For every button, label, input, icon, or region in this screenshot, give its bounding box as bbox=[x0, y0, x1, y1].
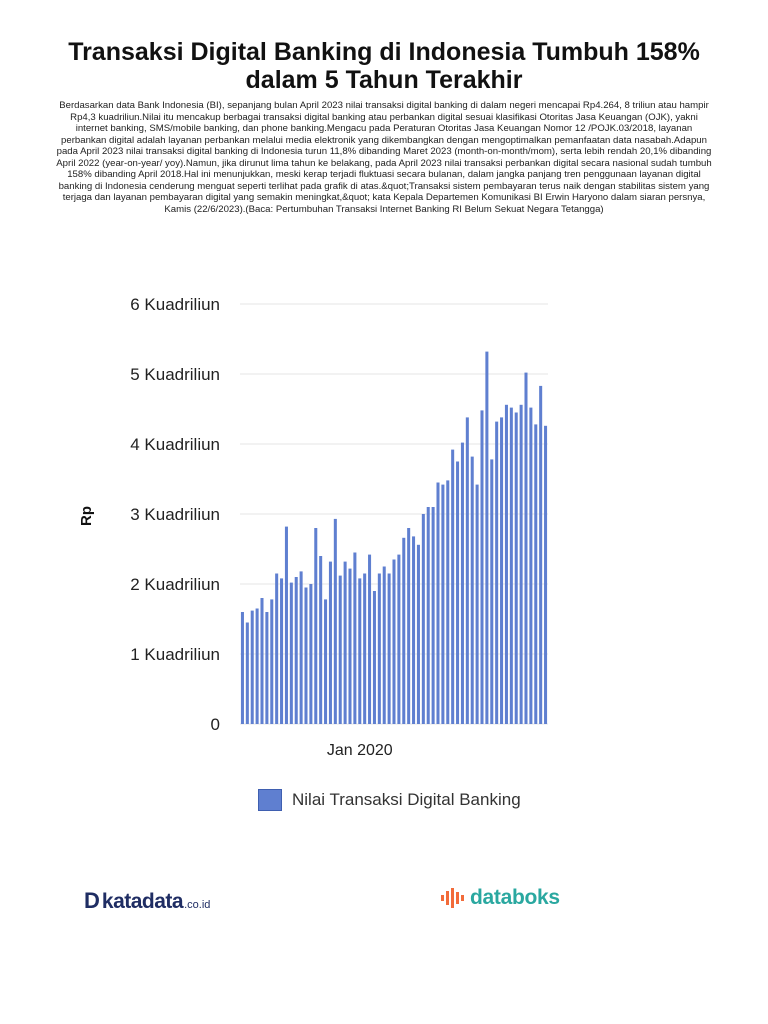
bar bbox=[358, 578, 361, 724]
bar bbox=[348, 569, 351, 724]
bar bbox=[417, 545, 420, 724]
bar bbox=[339, 576, 342, 724]
bars bbox=[241, 352, 547, 724]
bar bbox=[314, 528, 317, 724]
bar bbox=[383, 567, 386, 725]
bar bbox=[251, 611, 254, 724]
bar bbox=[515, 413, 518, 725]
bar bbox=[285, 527, 288, 724]
x-axis-ticks bbox=[327, 742, 393, 759]
katadata-mark-icon: D bbox=[84, 888, 100, 913]
bar bbox=[275, 574, 278, 725]
y-tick-label: 3 Kuadriliun bbox=[130, 505, 220, 524]
bar bbox=[334, 519, 337, 724]
bar bbox=[490, 459, 493, 724]
bar bbox=[270, 599, 273, 724]
bar bbox=[441, 485, 444, 724]
bar bbox=[324, 599, 327, 724]
bar bbox=[290, 583, 293, 724]
bar bbox=[280, 578, 283, 724]
bar bbox=[451, 450, 454, 724]
bar bbox=[510, 408, 513, 724]
bar bbox=[402, 538, 405, 724]
bar bbox=[397, 555, 400, 724]
bar bbox=[256, 609, 259, 725]
bar bbox=[412, 536, 415, 724]
bar bbox=[295, 577, 298, 724]
chart-legend bbox=[258, 788, 521, 812]
bar-chart bbox=[0, 280, 768, 780]
bar bbox=[539, 386, 542, 724]
bar bbox=[241, 612, 244, 724]
bar bbox=[344, 562, 347, 724]
legend-label: Nilai Transaksi Digital Banking bbox=[292, 790, 521, 809]
bar bbox=[373, 591, 376, 724]
bar bbox=[432, 507, 435, 724]
bar bbox=[520, 405, 523, 724]
databoks-name: databoks bbox=[470, 886, 560, 909]
bar bbox=[529, 408, 532, 724]
bar bbox=[300, 571, 303, 724]
bar bbox=[500, 417, 503, 724]
bar bbox=[407, 528, 410, 724]
bar bbox=[446, 480, 449, 724]
y-axis-label: Rp bbox=[78, 506, 95, 526]
bar bbox=[392, 560, 395, 725]
bar bbox=[319, 556, 322, 724]
page-title: Transaksi Digital Banking di Indonesia Tumbuh 158% dalam 5 Tahun Terakhir bbox=[68, 38, 700, 94]
bar bbox=[524, 373, 527, 724]
bar bbox=[544, 426, 547, 724]
bar bbox=[485, 352, 488, 724]
databoks-bars-icon bbox=[440, 887, 466, 909]
bar bbox=[456, 462, 459, 725]
bar bbox=[461, 443, 464, 724]
bar bbox=[505, 405, 508, 724]
bar bbox=[471, 457, 474, 724]
bar bbox=[304, 588, 307, 725]
bar bbox=[363, 574, 366, 725]
bar bbox=[466, 417, 469, 724]
y-tick-label: 5 Kuadriliun bbox=[130, 365, 220, 384]
y-tick-label: 2 Kuadriliun bbox=[130, 575, 220, 594]
bar bbox=[246, 623, 249, 725]
bar bbox=[260, 598, 263, 724]
katadata-logo bbox=[84, 888, 210, 914]
article-description: Berdasarkan data Bank Indonesia (BI), sepanjang bulan April 2023 nilai transaksi digital banking di dalam negeri mencapai Rp4.264, 8 triliun atau hampir Rp4,3 kuadriliun.Nilai itu mencakup berbagai transaksi digital banking atau perbankan digital sesuai klasifikasi Otoritas Jasa Keuangan (OJK), yakni internet banking, SMS/mobile banking, dan phone banking.Mengacu pada Peraturan Otoritas Jasa Keuangan Nomor 12 /POJK.03/2018, layanan perbankan digital adalah layanan perbankan melalui media elektronik yang dikembangkan dengan mengoptimalkan pemanfaatan data nasabah.Adapun pada April 2023 nilai transaksi digital banking di Indonesia turun 11,8% dibanding Maret 2023 (month-on-month/mom), serta lebih rendah 20,1% dibanding April 2022 (year-on-year/ yoy).Namun, jika dirunut lima tahun ke belakang, pada April 2023 nilai transaksi perbankan digital secara nasional sudah tumbuh 158% dibanding April 2018.Hal ini menunjukkan, meski kerap terjadi fluktuasi secara bulanan, dalam jangka panjang tren penggunaan layanan digital banking di Indonesia cenderung menguat seperti terlihat pada grafik di atas.&quot;Transaksi sistem pembayaran terus naik dengan stabilitas sistem yang terjaga dan layanan pembayaran digital yang semakin meningkat,&quot; kata Kepala Departemen Komunikasi BI Erwin Haryono dalam siaran persnya, Kamis (22/6/2023).(Baca: Pertumbuhan Transaksi Internet Banking RI Belum Sekuat Negara Tetangga) bbox=[56, 100, 712, 215]
bar bbox=[495, 422, 498, 724]
y-tick-label: 1 Kuadriliun bbox=[130, 645, 220, 664]
bar bbox=[378, 574, 381, 725]
bar bbox=[534, 424, 537, 724]
bar bbox=[422, 514, 425, 724]
bar bbox=[427, 507, 430, 724]
bar bbox=[480, 410, 483, 724]
bar bbox=[368, 555, 371, 724]
bar bbox=[476, 485, 479, 724]
y-tick-label: 6 Kuadriliun bbox=[130, 295, 220, 314]
bar bbox=[329, 562, 332, 724]
bar bbox=[309, 584, 312, 724]
databoks-logo bbox=[440, 886, 560, 910]
legend-swatch bbox=[258, 789, 282, 811]
katadata-suffix: .co.id bbox=[184, 899, 211, 911]
y-tick-label: 4 Kuadriliun bbox=[130, 435, 220, 454]
y-tick-label: 0 bbox=[210, 715, 220, 734]
y-axis-ticks bbox=[130, 295, 220, 734]
katadata-name: katadata bbox=[101, 890, 184, 913]
bar bbox=[265, 612, 268, 724]
x-tick-label: Jan 2020 bbox=[326, 742, 393, 759]
bar bbox=[388, 574, 391, 725]
bar bbox=[353, 553, 356, 725]
bar bbox=[436, 483, 439, 725]
